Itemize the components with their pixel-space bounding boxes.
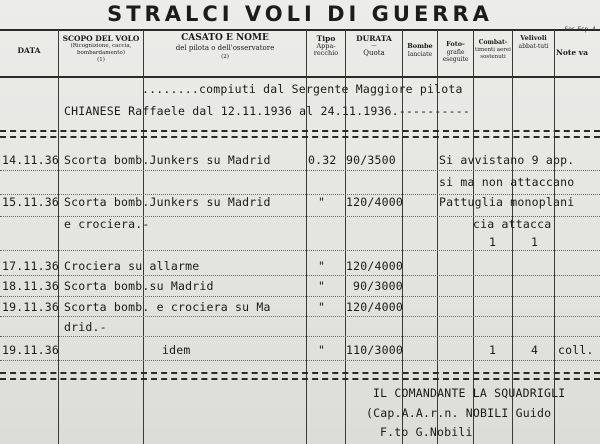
col-divider-comb	[512, 30, 513, 444]
row-scopo: Crociera su allarme	[64, 259, 200, 273]
row-guide	[0, 336, 600, 337]
row-extra-note: si ma non attaccano	[439, 175, 575, 189]
row-date: 14.11.36	[2, 153, 59, 167]
row-extra-note: Si avvistano 9 app.	[439, 153, 575, 167]
row-guide	[0, 360, 600, 361]
header-bombe: Bombe lanciate	[407, 42, 433, 58]
signature-name: (Cap.A.A.r.n. NOBILI Guido	[366, 406, 552, 420]
top-rule	[0, 29, 600, 31]
header-velivoli: Velivoli abbat-tuti	[518, 34, 549, 50]
row-durata: 110/3000	[346, 343, 403, 357]
intro-line-2: CHIANESE Raffaele dal 12.11.1936 al 24.11.1936.----------	[64, 104, 471, 118]
row-tipo: "	[318, 343, 326, 357]
header-note: Note va	[556, 48, 588, 57]
row-durata: 120/4000	[346, 195, 403, 209]
row-durata: 90/3500	[346, 153, 396, 167]
row-durata: 90/3000	[353, 279, 403, 293]
header-comb: Combat- timenti aerei sostenuti	[475, 39, 511, 60]
row-date: 18.11.36	[2, 279, 59, 293]
row-date: 19.11.36	[2, 300, 59, 314]
row-tipo: "	[318, 259, 326, 273]
header-durata: DURATA — Quota	[356, 34, 392, 57]
row-guide	[0, 316, 600, 317]
row-scopo-cont: drid.-	[64, 320, 107, 334]
header-scopo: SCOPO DEL VOLO (Ricognizione, caccia, bombardamento) (1)	[62, 34, 140, 63]
row-date: 19.11.36	[2, 343, 59, 357]
row-velivoli: 1	[531, 235, 539, 249]
row-comb: 1	[489, 343, 497, 357]
intro-line-1: ........compiuti dal Sergente Maggiore pilota	[142, 82, 463, 96]
signature-signed: F.to G.Nobili	[380, 425, 473, 439]
header-bottom-rule	[0, 76, 600, 78]
row-extra-note: Pattuglia monoplani	[439, 195, 575, 209]
row-durata: 120/4000	[346, 300, 403, 314]
row-date: 17.11.36	[2, 259, 59, 273]
col-divider-foto	[473, 30, 474, 444]
intro-separator-2	[0, 136, 600, 138]
row-date: 15.11.36	[2, 195, 59, 209]
row-guide	[0, 170, 600, 171]
header-foto: Foto- grafie eseguite	[442, 40, 469, 63]
row-scopo: idem	[162, 343, 191, 357]
col-divider-velivoli	[554, 30, 555, 444]
header-tipo: Tipo Appa-recchio	[313, 34, 339, 57]
row-guide	[0, 296, 600, 297]
row-note: coll.	[558, 343, 594, 357]
row-scopo-cont: e crociera.-	[64, 217, 150, 231]
row-guide	[0, 275, 600, 276]
header-casato: CASATO E NOME del pilota o dell'osservatore (2)	[175, 33, 275, 60]
row-comb: 1	[489, 235, 497, 249]
row-scopo: Scorta bomb.Junkers su Madrid	[64, 153, 271, 167]
row-tipo: "	[318, 300, 326, 314]
row-scopo: Scorta bomb. e crociera su Ma	[64, 300, 271, 314]
row-tipo: "	[318, 195, 326, 209]
closing-rule-2	[0, 378, 600, 380]
col-divider-data	[58, 30, 59, 444]
row-velivoli: 4	[531, 343, 539, 357]
row-extra-note: cia attacca	[473, 217, 552, 231]
row-scopo: Scorta bomb.su Madrid	[64, 279, 214, 293]
document-title: STRALCI VOLI DI GUERRA	[107, 2, 493, 26]
row-scopo: Scorta bomb.Junkers su Madrid	[64, 195, 271, 209]
closing-rule	[0, 372, 600, 374]
row-tipo: 0.32	[308, 153, 337, 167]
row-durata: 120/4000	[346, 259, 403, 273]
signature-title: IL COMANDANTE LA SQUADRIGLI	[373, 386, 566, 400]
row-tipo: "	[318, 279, 326, 293]
intro-separator	[0, 130, 600, 132]
header-data: DATA	[17, 46, 41, 55]
row-guide	[0, 250, 600, 251]
